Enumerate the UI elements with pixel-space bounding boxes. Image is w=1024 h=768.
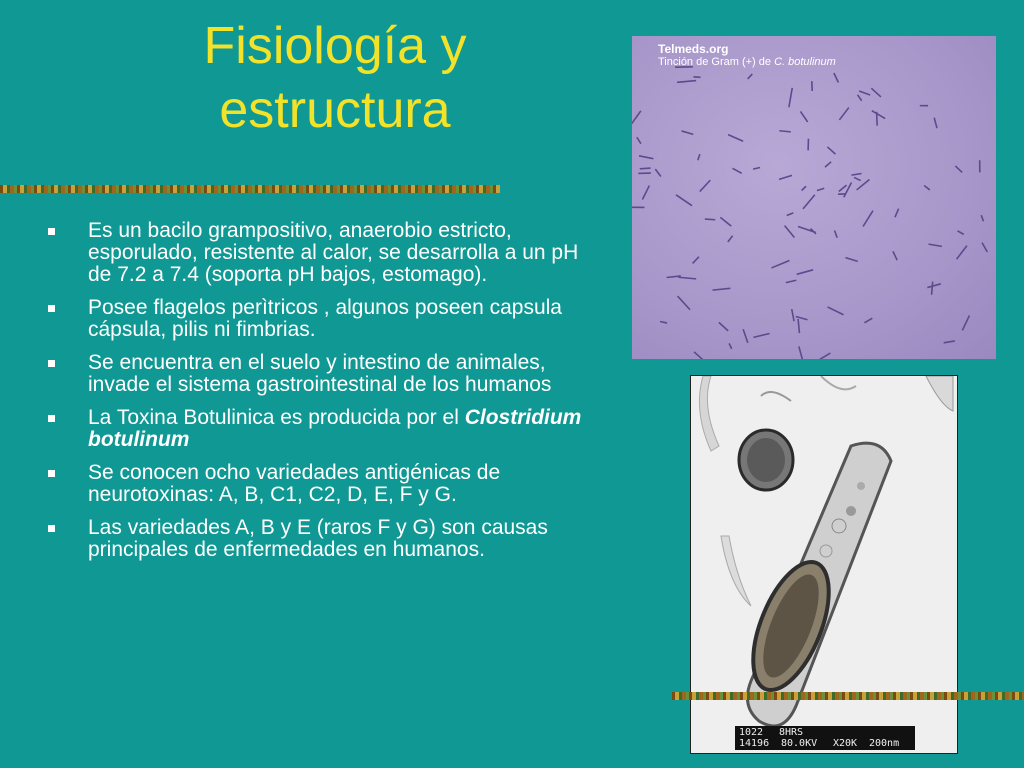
- bacillus-rod: [817, 188, 824, 190]
- bacillus-rod: [957, 246, 967, 260]
- bacillus-rod: [712, 288, 730, 290]
- bacillus-rod: [932, 282, 933, 295]
- bacillus-rod: [863, 211, 873, 227]
- bullet-square-icon: [48, 525, 55, 532]
- gram-stain-micrograph: [632, 36, 996, 359]
- bacillus-rod: [828, 307, 844, 315]
- bacillus-rod: [928, 244, 941, 246]
- bacillus-rod: [678, 296, 691, 310]
- bacillus-rod: [844, 183, 852, 198]
- bacillus-rod: [678, 277, 696, 279]
- bacillus-rod: [728, 135, 743, 142]
- species-name: Clostridium botulinum: [88, 406, 582, 451]
- bacillus-rod: [871, 88, 881, 97]
- bacillus-rod: [864, 318, 872, 323]
- bacillus-rod: [839, 185, 847, 191]
- scale-label: 14196: [739, 738, 770, 749]
- bullet-square-icon: [48, 305, 55, 312]
- gram-stain-texture: [632, 36, 996, 359]
- watermark-site: Telmeds.org: [658, 42, 729, 56]
- bullet-item: [40, 517, 600, 561]
- bacillus-rod: [825, 162, 831, 167]
- bacillus-rod: [753, 334, 769, 338]
- bacillus-rod: [729, 343, 732, 349]
- scale-label: 80.0KV: [781, 738, 818, 749]
- bacillus-rod: [857, 180, 870, 190]
- bacillus-rod: [632, 111, 641, 124]
- scale-label: X20K: [833, 738, 858, 749]
- bacillus-rod: [693, 257, 699, 264]
- bacillus-rod: [753, 168, 760, 170]
- bullet-square-icon: [48, 360, 55, 367]
- bacillus-rod: [779, 131, 790, 132]
- bacillus-rod: [779, 175, 792, 179]
- bacillus-rod: [694, 352, 703, 359]
- bacillus-rod: [982, 243, 987, 252]
- bacillus-rod: [835, 230, 838, 237]
- bacillus-rod: [927, 284, 940, 288]
- bacillus-rod: [798, 226, 816, 232]
- bacillus-rod: [957, 231, 963, 235]
- micrograph-watermark: [658, 43, 836, 69]
- bacillus-rod: [834, 73, 839, 82]
- bullet-item: [40, 352, 600, 396]
- title-line-2: estructura: [219, 81, 451, 139]
- bacillus-rod: [637, 137, 641, 144]
- bacillus-rod: [845, 258, 857, 262]
- bacillus-rod: [839, 108, 848, 120]
- bacillus-rod: [859, 91, 870, 95]
- bacillus-rod: [854, 177, 861, 180]
- bacillus-rod: [827, 147, 835, 154]
- bacillus-rod: [799, 346, 804, 359]
- scale-label: 1022: [739, 727, 764, 738]
- bacillus-rod: [893, 251, 897, 260]
- bacillus-rod: [851, 173, 861, 175]
- bullet-item: [40, 407, 600, 451]
- bacillus-rod: [676, 195, 692, 206]
- bacillus-rod: [639, 156, 653, 159]
- bacillus-rod: [787, 213, 794, 216]
- bullet-square-icon: [48, 228, 55, 235]
- bacillus-rod: [792, 309, 794, 321]
- bacillus-rod: [677, 81, 696, 83]
- bacillus-rod: [720, 217, 731, 226]
- bullet-item: [40, 462, 600, 506]
- bacillus-rod: [705, 219, 715, 220]
- caption-prefix: Tinción de Gram (+) de: [658, 56, 775, 68]
- bacillus-rod: [719, 322, 728, 331]
- bacillus-rod: [682, 131, 694, 134]
- bacillus-rod: [955, 166, 962, 173]
- decorative-band-bottom: [672, 692, 1024, 700]
- bullet-item: [40, 297, 600, 341]
- bullet-list: [40, 220, 600, 572]
- bacillus-rod: [924, 186, 930, 190]
- watermark-caption: [658, 56, 836, 69]
- bacillus-rod: [660, 322, 667, 324]
- title-line-1: Fisiología y: [203, 17, 467, 75]
- bacillus-rod: [802, 186, 806, 190]
- bacillus-rod: [962, 316, 969, 331]
- micrograph-scale-bar: [735, 726, 915, 750]
- bacillus-rod: [803, 195, 815, 209]
- bacillus-rod: [895, 209, 899, 217]
- decorative-band-top: [0, 185, 500, 193]
- bacillus-rod: [786, 280, 796, 282]
- bacillus-rod: [785, 226, 795, 238]
- bacillus-rod: [944, 341, 955, 343]
- bacillus-rod: [700, 180, 711, 191]
- caption-species: C. botulinum: [774, 56, 836, 68]
- slide-title: [120, 14, 550, 142]
- bacillus-rod: [733, 168, 742, 173]
- bullet-text: Se encuentra en el suelo y intestino de animales, invade el sistema gastrointestinal de los humanos: [88, 351, 552, 396]
- bacillus-rod: [858, 95, 862, 101]
- bacillus-rod: [789, 88, 792, 107]
- bacillus-rod: [872, 111, 885, 119]
- scale-label: 200nm: [869, 738, 900, 749]
- bullet-text: Posee flagelos perìtricos , algunos poseen capsula cápsula, pilis ni fimbrias.: [88, 296, 562, 341]
- bacillus-rod: [818, 353, 831, 359]
- bullet-text: Las variedades A, B y E (raros F y G) son causas principales de enfermedades en humanos.: [88, 516, 548, 561]
- bacillus-rod: [798, 319, 799, 333]
- scale-label: 8HRS: [779, 727, 804, 738]
- bullet-text: Se conocen ocho variedades antigénicas de neurotoxinas: A, B, C1, C2, D, E, F y G.: [88, 461, 501, 506]
- bacillus-rod: [748, 74, 753, 79]
- bullet-square-icon: [48, 415, 55, 422]
- bacillus-rod: [934, 118, 937, 128]
- bacillus-rod: [981, 215, 983, 221]
- bacillus-rod: [655, 169, 661, 176]
- bullet-text: Es un bacilo grampositivo, anaerobio estricto, esporulado, resistente al calor, se desarrolla a un pH de 7.2 a 7.4 (soporta pH bajos, estomago).: [88, 219, 579, 286]
- bacillus-rod: [640, 168, 651, 169]
- bullet-square-icon: [48, 470, 55, 477]
- bacillus-rod: [642, 186, 649, 200]
- bacillus-rod: [743, 329, 748, 343]
- bacillus-rod: [800, 111, 807, 122]
- bacillus-rod: [698, 154, 700, 160]
- bacillus-rod: [797, 270, 813, 275]
- bullet-item: [40, 220, 600, 286]
- bacillus-rod: [771, 260, 789, 267]
- bullet-text: La Toxina Botulinica es producida por el: [88, 406, 465, 429]
- bacillus-rod: [728, 236, 733, 242]
